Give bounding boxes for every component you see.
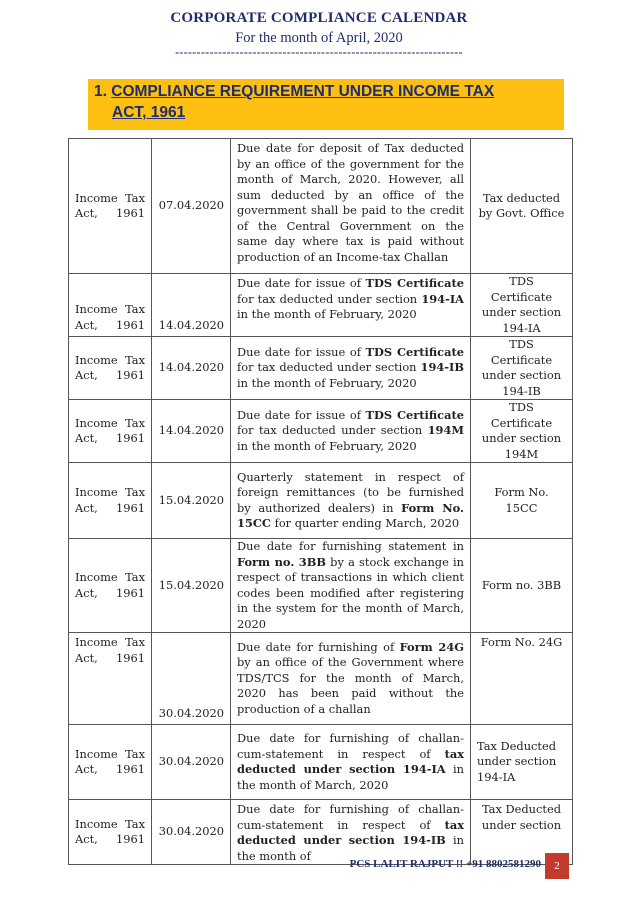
table-row — [69, 139, 573, 274]
description-text: in the month of — [237, 833, 464, 863]
section-number: 1. — [94, 83, 107, 100]
table-row — [69, 633, 573, 725]
form-cell: TDS Certificate under section 194-IA — [471, 274, 573, 337]
table-row — [69, 337, 573, 400]
description-bold-text: TDS Certificate — [365, 344, 464, 359]
description-bold-text: 194M — [427, 423, 464, 438]
date-cell: 15.04.2020 — [152, 463, 231, 539]
act-cell: Income Tax Act, 1961 — [69, 800, 152, 865]
form-cell: Tax Deducted under section 194-IA — [471, 725, 573, 800]
description-cell — [231, 463, 471, 539]
section-title-line2: ACT, 1961 — [112, 104, 186, 121]
description-text: Due date for furnishing of — [237, 639, 400, 654]
form-cell: TDS Certificate under section 194-IB — [471, 337, 573, 400]
date-cell: 30.04.2020 — [152, 800, 231, 865]
description-text: Quarterly statement in respect of foreign remittances (to be furnished by authorized dealers) in — [237, 469, 464, 515]
section-title-line1: COMPLIANCE REQUIREMENT UNDER INCOME TAX — [111, 83, 495, 100]
act-cell: Income Tax Act, 1961 — [69, 337, 152, 400]
document-title: CORPORATE COMPLIANCE CALENDAR — [170, 10, 468, 26]
date-cell: 14.04.2020 — [152, 274, 231, 337]
description-text: for tax deducted under section — [237, 360, 421, 375]
table-row — [69, 463, 573, 539]
table-row — [69, 539, 573, 633]
page-number-badge: 2 — [545, 853, 569, 879]
act-cell: Income Tax Act, 1961 — [69, 400, 152, 463]
description-text: in the month of February, 2020 — [237, 307, 417, 321]
form-cell: Tax Deducted under section — [471, 800, 573, 865]
form-cell: TDS Certificate under section 194M — [471, 400, 573, 463]
description-text: in the month of February, 2020 — [237, 375, 417, 390]
date-cell: 14.04.2020 — [152, 337, 231, 400]
description-text: by a stock exchange in respect of transactions in which client codes been modified after registering in the system for the month of March, 2020 — [237, 554, 465, 631]
table-row — [69, 725, 573, 800]
description-text: for tax deducted under section — [237, 291, 422, 306]
description-text: Due date for deposit of Tax deducted by an office of the government for the month of March, 2020. However, all sum deducted by an office of the government shall be paid to the credit of the Central Government on the same day where tax is paid without production of an Income-tax Challan — [237, 141, 464, 264]
act-cell: Income Tax Act, 1961 — [69, 539, 152, 633]
date-cell: 07.04.2020 — [152, 139, 231, 274]
description-bold-text: 194-IA — [421, 291, 464, 306]
description-text: Due date for issue of — [237, 407, 366, 422]
date-cell: 30.04.2020 — [152, 633, 231, 725]
act-cell: Income Tax Act, 1961 — [69, 463, 152, 539]
date-cell: 30.04.2020 — [152, 725, 231, 800]
description-bold-text: tax deducted under section 194-IA — [237, 746, 464, 776]
description-cell — [231, 539, 471, 633]
description-bold-text: TDS Certificate — [365, 407, 464, 422]
form-cell: Form no. 3BB — [471, 539, 573, 633]
section-heading — [94, 81, 554, 123]
description-text: Due date for furnishing statement in — [237, 539, 464, 553]
form-cell: Form No. 24G — [471, 633, 573, 725]
header-rule: ------------------------------------------------------------------- — [175, 45, 463, 59]
page-footer — [0, 853, 638, 879]
description-text: Due date for furnishing of challan-cum-statement in respect of — [237, 731, 464, 761]
description-text: for quarter ending March, 2020 — [270, 516, 460, 530]
description-bold-text: Form No. 15CC — [237, 500, 464, 530]
description-text: for tax deducted under section — [237, 423, 428, 438]
act-cell: Income Tax Act, 1961 — [69, 633, 152, 725]
description-text: Due date for furnishing of challan-cum-statement in respect of — [237, 802, 464, 832]
table-row — [69, 400, 573, 463]
description-text: Due date for issue of — [237, 276, 366, 290]
description-bold-text: Form no. 3BB — [237, 554, 326, 569]
description-bold-text: tax deducted under section 194-IB — [237, 817, 464, 847]
description-cell — [231, 400, 471, 463]
table-row — [69, 274, 573, 337]
date-cell: 15.04.2020 — [152, 539, 231, 633]
description-cell — [231, 725, 471, 800]
description-text: in the month of March, 2020 — [237, 762, 464, 792]
description-cell — [231, 274, 471, 337]
act-cell: Income Tax Act, 1961 — [69, 274, 152, 337]
description-text: by an office of the Government where TDS/TCS for the month of March, 2020 has been paid without the production of a challan — [237, 655, 464, 716]
form-cell: Tax deducted by Govt. Office — [471, 139, 573, 274]
document-subtitle: For the month of April, 2020 — [235, 30, 403, 46]
footer-author: PCS LALIT RAJPUT !! +91 8802581290 — [349, 858, 541, 870]
act-cell: Income Tax Act, 1961 — [69, 139, 152, 274]
description-cell — [231, 139, 471, 274]
description-bold-text: TDS Certificate — [365, 276, 464, 290]
description-text: Due date for issue of — [237, 344, 366, 359]
description-cell — [231, 633, 471, 725]
form-cell: Form No. 15CC — [471, 463, 573, 539]
description-bold-text: 194-IB — [420, 360, 464, 375]
description-cell — [231, 337, 471, 400]
section-banner — [88, 79, 564, 130]
description-text: in the month of February, 2020 — [237, 438, 417, 453]
description-bold-text: Form 24G — [399, 639, 464, 654]
compliance-table — [68, 138, 573, 865]
act-cell: Income Tax Act, 1961 — [69, 725, 152, 800]
date-cell: 14.04.2020 — [152, 400, 231, 463]
